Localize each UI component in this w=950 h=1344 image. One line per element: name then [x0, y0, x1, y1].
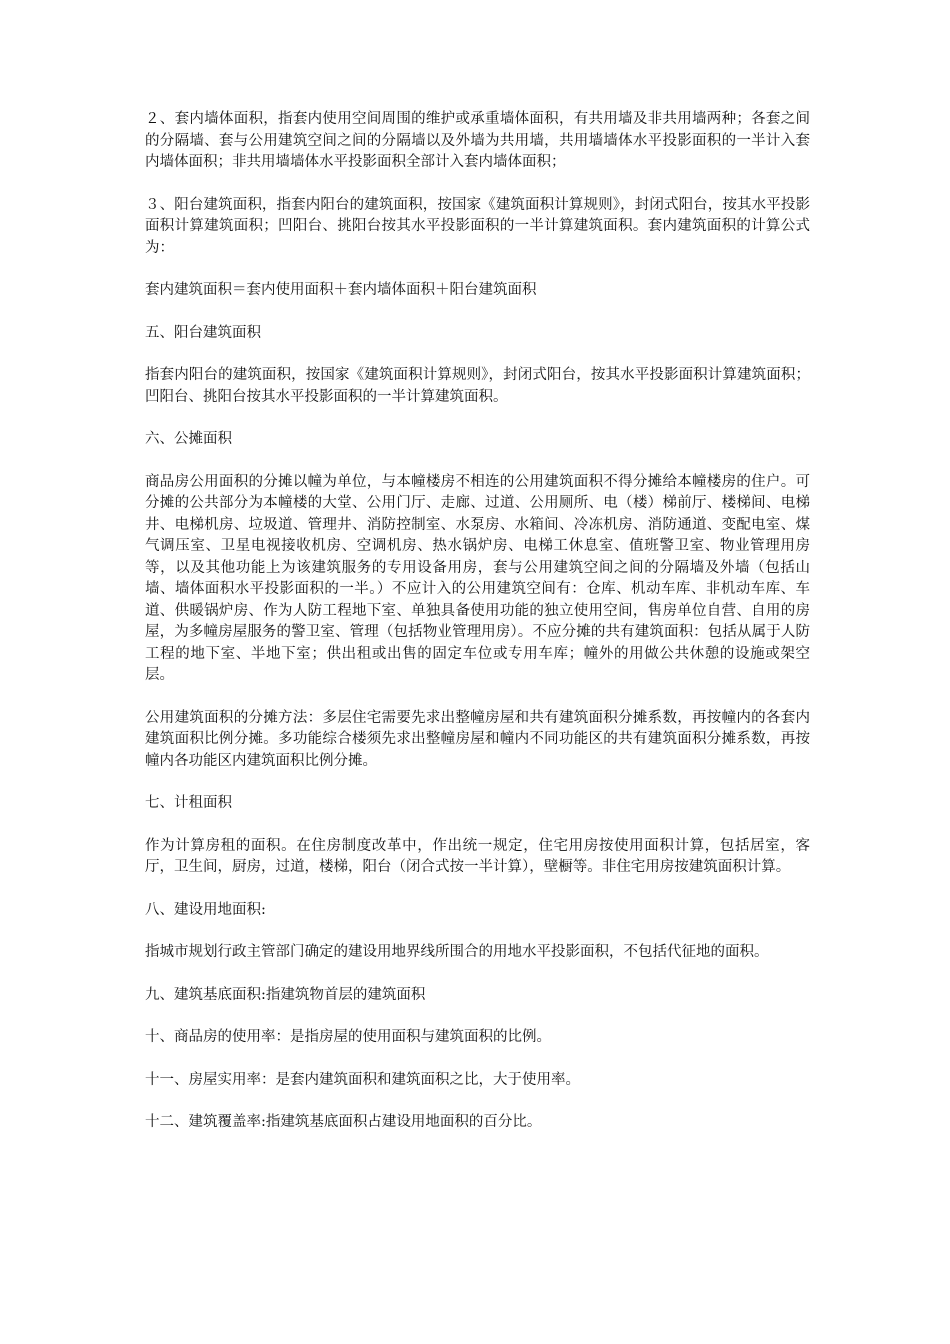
- paragraph-land-area: 指城市规划行政主管部门确定的建设用地界线所围合的用地水平投影面积，不包括代征地的面积。: [145, 944, 769, 960]
- paragraph-shared-area: 商品房公用面积的分摊以幢为单位，与本幢楼房不相连的公用建筑面积不得分摊给本幢楼房的住户。可分摊的公共部分为本幢楼的大堂、公用门厅、走廊、过道、公用厕所、电（楼）梯前厅、楼梯间、电梯井、电梯机房、垃圾道、管理井、消防控制室、水泵房、水箱间、冷冻机房、消防通道、变配电室、煤气调压室、卫星电视接收机房、空调机房、热水锅炉房、电梯工休息室、值班警卫室、物业管理用房等，以及其他功能上为该建筑服务的专用设备用房，套与公用建筑空间之间的分隔墙及外墙（包括山墙、墙体面积水平投影面积的一半。）不应计入的公用建筑空间有：仓库、机动车库、非机动车库、车道、供暖锅炉房、作为人防工程地下室、单独具备使用功能的独立使用空间，售房单位自营、自用的房屋，为多幢房屋服务的警卫室、管理（包括物业管理用房）。不应分摊的共有建筑面积：包括从属于人防工程的地下室、半地下室；供出租或出售的固定车位或专用车库；幢外的用做公共休憩的设施或架空层。: [145, 473, 810, 683]
- section-heading-9: 九、建筑基底面积:指建筑物首层的建筑面积: [145, 986, 426, 1003]
- paragraph-rent-area: 作为计算房租的面积。在住房制度改革中，作出统一规定，住宅用房按使用面积计算，包括居室，客厅，卫生间，厨房，过道，楼梯，阳台（闭合式按一半计算），壁橱等。非住宅用房按建筑面积计算。: [145, 837, 810, 875]
- document-body: [145, 109, 810, 1155]
- section-heading-11: 十一、房屋实用率：是套内建筑面积和建筑面积之比，大于使用率。: [145, 1071, 580, 1088]
- section-heading-5: 五、阳台建筑面积: [145, 324, 261, 341]
- section-heading-8: 八、建设用地面积:: [145, 901, 266, 918]
- paragraph-balcony-definition: 指套内阳台的建筑面积，按国家《建筑面积计算规则》，封闭式阳台，按其水平投影面积计算建筑面积；凹阳台、挑阳台按其水平投影面积的一半计算建筑面积。: [145, 367, 810, 405]
- section-heading-12: 十二、建筑覆盖率:指建筑基底面积占建设用地面积的百分比。: [145, 1114, 542, 1130]
- section-heading-7: 七、计租面积: [145, 795, 232, 811]
- paragraph-wall-area: ２、套内墙体面积，指套内使用空间周围的维护或承重墙体面积，有共用墙及非共用墙两种；各套之间的分隔墙、套与公用建筑空间之间的分隔墙以及外墙为共用墙，共用墙墙体水平投影面积的一半计入套内墙体面积；非共用墙墙体水平投影面积全部计入套内墙体面积；: [145, 111, 810, 170]
- section-heading-10: 十、商品房的使用率：是指房屋的使用面积与建筑面积的比例。: [145, 1029, 551, 1045]
- paragraph-shared-method: 公用建筑面积的分摊方法：多层住宅需要先求出整幢房屋和共有建筑面积分摊系数，再按幢内的各套内建筑面积比例分摊。多功能综合楼须先求出整幢房屋和幢内不同功能区的共有建筑面积分摊系数，再按幢内各功能区内建筑面积比例分摊。: [145, 709, 810, 769]
- section-heading-6: 六、公摊面积: [145, 431, 232, 447]
- paragraph-balcony-area: ３、阳台建筑面积，指套内阳台的建筑面积，按国家《建筑面积计算规则》，封闭式阳台，按其水平投影面积计算建筑面积；凹阳台、挑阳台按其水平投影面积的一半计算建筑面积。套内建筑面积的计算公式为：: [145, 196, 810, 256]
- paragraph-formula: 套内建筑面积＝套内使用面积＋套内墙体面积＋阳台建筑面积: [145, 282, 537, 298]
